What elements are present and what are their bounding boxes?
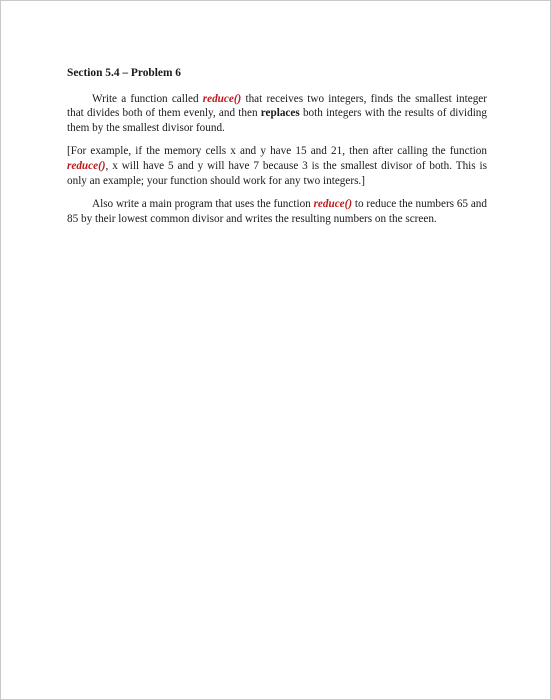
p2-function-name: reduce() [67,159,106,172]
p1-text-3: both integers with the results of dividing them by the smallest divisor found. [67,107,487,134]
p3-function-name: reduce() [313,198,353,211]
p2-text-1: [For example, if the memory cells x and y have 15 and 21, then after calling the function [67,145,487,158]
p3-text-2: to reduce the numbers 65 and 85 by their lowest common divisor and writes the resulting numbers on the screen. [67,198,487,225]
p1-text-2: that receives two integers, finds the smallest integer that divides both of them evenly, and then [67,92,487,120]
p1-function-name: reduce() [202,92,242,105]
paragraph-example [67,144,487,188]
p1-emphasis: replaces [260,107,300,120]
p2-text-2: , x will have 5 and y will have 7 because 3 is the smallest divisor of both. This is only an example; your function should work for any two integers.] [67,159,487,187]
paragraph-main-program [67,197,487,226]
section-heading: Section 5.4 – Problem 6 [67,67,182,79]
p3-text-1: Also write a main program that uses the function [92,198,314,211]
document-body [67,66,487,235]
paragraph-problem-statement [67,92,487,136]
p1-text-1: Write a function called [92,92,203,105]
